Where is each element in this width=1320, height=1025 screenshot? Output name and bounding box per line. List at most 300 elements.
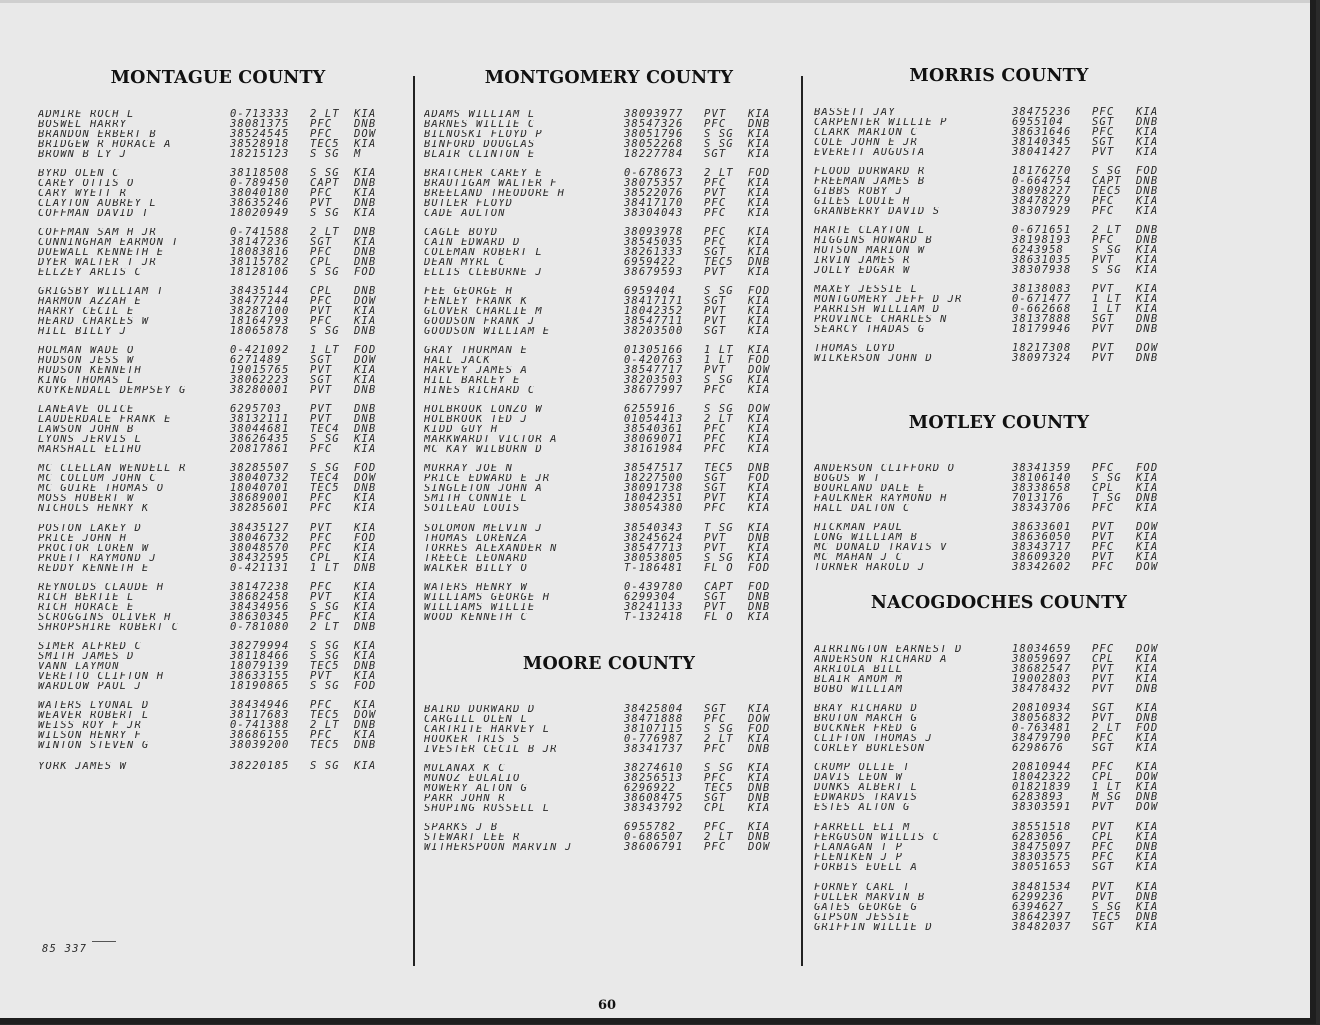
county-heading: MONTAGUE COUNTY <box>110 68 326 88</box>
casualty-status: KIA <box>1136 125 1159 138</box>
soldier-name: SINGLETON JOHN A <box>424 483 543 494</box>
soldier-name: SMITH CONNIE L <box>424 493 528 504</box>
roster-row <box>814 530 1184 543</box>
roster-row <box>424 287 794 297</box>
rank: SGT <box>704 294 727 307</box>
serial-number: 6959422 <box>624 255 676 268</box>
soldier-name: GIBBS ROBY J <box>814 186 904 197</box>
roster-row <box>814 108 1184 118</box>
casualty-status: DNB <box>748 531 771 544</box>
rank: PFC <box>310 581 333 593</box>
rank: PFC <box>1092 194 1115 207</box>
roster-row <box>424 531 794 544</box>
serial-number: 38303591 <box>1012 800 1072 813</box>
roster-row <box>814 883 1184 893</box>
rank: PVT <box>1092 342 1115 354</box>
rank: PVT <box>1092 550 1115 563</box>
roster-row <box>814 135 1184 148</box>
roster-row <box>814 830 1184 843</box>
roster-row <box>38 642 398 652</box>
casualty-status: KIA <box>1136 204 1159 217</box>
rank: FL O <box>704 610 734 623</box>
casualty-status: DNB <box>354 738 377 751</box>
roster-row <box>424 363 794 376</box>
roster-row <box>424 196 794 209</box>
county-heading: NACOGDOCHES COUNTY <box>870 593 1128 613</box>
casualty-status: FOD <box>354 344 377 356</box>
rank: PFC <box>1092 125 1115 138</box>
serial-number: T-132418 <box>624 610 684 623</box>
serial-number: 38241133 <box>624 600 684 613</box>
rank: PVT <box>1092 145 1115 158</box>
roster-row <box>814 204 1184 217</box>
roster-group <box>38 524 398 573</box>
rank: PFC <box>310 127 333 140</box>
rank: SGT <box>310 353 333 366</box>
roster-row <box>814 471 1184 484</box>
roster-group <box>424 169 794 218</box>
serial-number: 38425804 <box>624 703 684 715</box>
serial-number: 38482037 <box>1012 920 1072 933</box>
casualty-status: DNB <box>354 718 377 731</box>
roster-group <box>38 228 398 277</box>
serial-number: 6271489 <box>230 353 282 366</box>
serial-number: 38256513 <box>624 771 684 784</box>
roster-row <box>38 304 398 317</box>
roster-row <box>814 292 1184 305</box>
soldier-name: GIPSON JESSIE <box>814 912 911 923</box>
rank: 2 LT <box>310 108 340 120</box>
roster-row <box>814 741 1184 754</box>
rank: PFC <box>1092 462 1115 474</box>
roster-group <box>38 287 398 336</box>
serial-number: 0-713333 <box>230 108 290 120</box>
roster-row <box>814 351 1184 364</box>
soldier-name: GRANBERRY DAVID S <box>814 206 941 217</box>
soldier-name: REYNOLDS CLAUDE H <box>38 583 165 593</box>
soldier-name: HOLMAN WADE O <box>38 346 135 356</box>
rank: PVT <box>1092 322 1115 335</box>
roster-group <box>814 763 1184 812</box>
roster-row <box>814 780 1184 793</box>
serial-number: 38689001 <box>230 491 290 504</box>
serial-number: 18176270 <box>1012 165 1072 177</box>
rank: S SG <box>310 432 340 445</box>
rank: PVT <box>704 363 727 376</box>
soldier-name: BOSWEL HARRY <box>38 119 128 130</box>
roster-row <box>424 169 794 179</box>
rank: PVT <box>1092 881 1115 893</box>
soldier-name: RICH HORACE E <box>38 602 135 613</box>
soldier-name: LAUDERDALE FRANK E <box>38 414 172 425</box>
soldier-name: TREECE LEONARD <box>424 553 528 564</box>
rank: PFC <box>310 610 333 623</box>
casualty-status: KIA <box>1136 540 1159 553</box>
soldier-name: HILL BARLEY E <box>424 375 521 386</box>
soldier-name: IVESTER CECIL B JR <box>424 744 558 755</box>
serial-number: 38471888 <box>624 712 684 725</box>
serial-number: 38059697 <box>1012 652 1072 665</box>
rank: TEC5 <box>1092 910 1122 923</box>
soldier-name: BAIRD DURWARD D <box>424 705 536 715</box>
serial-number: 18020949 <box>230 206 290 219</box>
serial-number: 38522076 <box>624 186 684 199</box>
casualty-status: KIA <box>748 186 771 199</box>
casualty-status: DOW <box>748 712 771 725</box>
rank: 2 LT <box>704 830 734 843</box>
casualty-status: KIA <box>1136 471 1159 484</box>
rank: PFC <box>704 226 727 238</box>
roster-row <box>38 600 398 613</box>
roster-row <box>424 722 794 735</box>
roster-row <box>424 610 794 623</box>
serial-number: 18083816 <box>230 245 290 258</box>
serial-number: 38479790 <box>1012 731 1072 744</box>
soldier-name: BRAY RICHARD D <box>814 704 918 714</box>
soldier-name: BRATCHER CAREY E <box>424 169 543 179</box>
soldier-name: COFFMAN SAM H JR <box>38 228 157 238</box>
serial-number: 38477244 <box>230 294 290 307</box>
soldier-name: NICHOLS HENRY K <box>38 503 150 514</box>
serial-number: 38280001 <box>230 383 290 396</box>
soldier-name: SOILEAU LOUIS <box>424 503 521 514</box>
roster-row <box>38 659 398 672</box>
casualty-status: KIA <box>354 669 377 682</box>
serial-number: 19015765 <box>230 363 290 376</box>
roster-row <box>814 652 1184 665</box>
roster-row <box>424 432 794 445</box>
casualty-status: KIA <box>748 226 771 238</box>
serial-number: 38677997 <box>624 383 684 396</box>
serial-number: 18217308 <box>1012 342 1072 354</box>
rank: PFC <box>1092 643 1115 655</box>
serial-number: 38478279 <box>1012 194 1072 207</box>
rank: S SG <box>310 760 340 772</box>
casualty-status: KIA <box>748 491 771 504</box>
casualty-status: DNB <box>354 383 377 396</box>
soldier-name: HARRY CECIL E <box>38 306 135 317</box>
rank: 2 LT <box>310 718 340 731</box>
county-heading: MORRIS COUNTY <box>909 66 1089 86</box>
casualty-status: KIA <box>354 167 377 179</box>
soldier-name: BUTLER FLOYD <box>424 198 514 209</box>
casualty-status: KIA <box>748 324 771 337</box>
roster-row <box>38 590 398 603</box>
roster-row <box>38 206 398 219</box>
serial-number: 38682547 <box>1012 662 1072 675</box>
serial-number: 6298676 <box>1012 741 1064 754</box>
soldier-name: ESTES ALTON G <box>814 802 911 813</box>
rank: PFC <box>704 771 727 784</box>
roster-row <box>38 442 398 455</box>
roster-group <box>814 523 1184 572</box>
soldier-name: GRAY THURMAN E <box>424 346 528 356</box>
soldier-name: CLARK MARION C <box>814 127 918 138</box>
roster-row <box>814 344 1184 354</box>
soldier-name: FLENIKEN J P <box>814 852 904 863</box>
roster-row <box>38 137 398 150</box>
roster-row <box>38 287 398 297</box>
soldier-name: HOLBROOK TED J <box>424 414 528 425</box>
casualty-status: KIA <box>1136 135 1159 148</box>
serial-number: 0-789450 <box>230 176 290 189</box>
roster-row <box>814 662 1184 675</box>
casualty-status: KIA <box>1136 550 1159 563</box>
soldier-name: VANN LAYMON <box>38 661 120 672</box>
rank: S SG <box>310 147 340 160</box>
rank: PFC <box>310 314 333 327</box>
casualty-status: KIA <box>748 108 771 120</box>
roster-row <box>38 353 398 366</box>
rank: PVT <box>310 590 333 603</box>
rank: SGT <box>704 791 727 804</box>
serial-number: 20810934 <box>1012 702 1072 714</box>
roster-group <box>38 583 398 632</box>
soldier-name: AIRRINGTON EARNEST D <box>814 645 963 655</box>
serial-number: 0-686507 <box>624 830 684 843</box>
soldier-name: SIMER ALFRED C <box>38 642 142 652</box>
rank: PVT <box>1092 351 1115 364</box>
rank: PFC <box>1092 233 1115 246</box>
soldier-name: BINFORD DOUGLAS <box>424 139 536 150</box>
serial-number: 6959404 <box>624 285 676 297</box>
casualty-status: KIA <box>1136 652 1159 665</box>
roster-row <box>38 383 398 396</box>
rank: PFC <box>1092 731 1115 744</box>
serial-number: 38547326 <box>624 117 684 130</box>
serial-number: 0-741388 <box>230 718 290 731</box>
casualty-status: KIA <box>1136 501 1159 514</box>
rank: S SG <box>1092 243 1122 256</box>
roster-row <box>424 742 794 755</box>
rank: 2 LT <box>310 620 340 633</box>
rank: PVT <box>310 363 333 376</box>
soldier-name: COLE JOHN E JR <box>814 137 918 148</box>
roster-row <box>38 117 398 130</box>
serial-number: 38279994 <box>230 640 290 652</box>
casualty-status: KIA <box>354 108 377 120</box>
casualty-status: KIA <box>1136 263 1159 276</box>
roster-row <box>424 245 794 258</box>
roster-row <box>38 718 398 731</box>
casualty-status: KIA <box>1136 243 1159 256</box>
roster-row <box>38 708 398 721</box>
roster-row <box>38 186 398 199</box>
rank: TEC4 <box>310 471 340 484</box>
rank: PFC <box>1092 540 1115 553</box>
rank: S SG <box>1092 165 1122 177</box>
rank: PVT <box>1092 530 1115 543</box>
casualty-status: DOW <box>354 708 377 721</box>
rank: PFC <box>704 840 727 853</box>
serial-number: 38547711 <box>624 314 684 327</box>
roster-row <box>814 704 1184 714</box>
rank: S SG <box>1092 900 1122 913</box>
soldier-name: DUNKS ALBERT L <box>814 782 918 793</box>
soldier-name: SEARCY THADAS G <box>814 324 926 335</box>
casualty-status: KIA <box>1136 302 1159 315</box>
soldier-name: FARRELL ELI M <box>814 823 911 833</box>
serial-number: 38342602 <box>1012 560 1072 573</box>
roster-row <box>814 890 1184 903</box>
soldier-name: HALL DALTON C <box>814 503 911 514</box>
casualty-status: FOD <box>748 561 771 574</box>
serial-number: 0-671651 <box>1012 224 1072 236</box>
soldier-name: CARGILL OLEN L <box>424 714 528 725</box>
soldier-name: CLAYTON AUBREY L <box>38 198 157 209</box>
rank: SGT <box>704 481 727 494</box>
rank: PFC <box>704 383 727 396</box>
roster-row <box>38 649 398 662</box>
serial-number: 18042322 <box>1012 770 1072 783</box>
serial-number: 18227784 <box>624 147 684 160</box>
rank: TEC5 <box>310 738 340 751</box>
serial-number: 38053805 <box>624 551 684 564</box>
serial-number: 38434946 <box>230 699 290 711</box>
soldier-name: CARTRITE HARVEY L <box>424 724 551 735</box>
soldier-name: FORBIS EUELL A <box>814 862 918 873</box>
roster-row <box>424 442 794 455</box>
casualty-status: KIA <box>748 373 771 386</box>
casualty-status: KIA <box>748 314 771 327</box>
serial-number: 38478432 <box>1012 682 1072 695</box>
roster-row <box>814 481 1184 494</box>
casualty-status: DOW <box>1136 560 1159 573</box>
roster-row <box>424 561 794 574</box>
rank: PFC <box>704 712 727 725</box>
roster-row <box>38 481 398 494</box>
rank: PFC <box>704 422 727 435</box>
rank: 2 LT <box>704 412 734 425</box>
casualty-status: KIA <box>748 422 771 435</box>
roster-row <box>424 373 794 386</box>
roster-group <box>424 228 794 277</box>
casualty-status: DNB <box>1136 711 1159 724</box>
rank: SGT <box>704 471 727 484</box>
serial-number: 7013176 <box>1012 491 1064 504</box>
rank: PFC <box>704 821 727 833</box>
rank: TEC5 <box>310 137 340 150</box>
rank: SGT <box>704 590 727 603</box>
roster-row <box>424 551 794 564</box>
soldier-name: MULANAX K C <box>424 764 506 774</box>
roster-group <box>38 405 398 454</box>
roster-row <box>424 705 794 715</box>
casualty-status: DNB <box>748 742 771 755</box>
roster-row <box>38 405 398 415</box>
roster-row <box>424 294 794 307</box>
rank: S SG <box>704 551 734 564</box>
casualty-status: DNB <box>1136 351 1159 364</box>
casualty-status: KIA <box>748 610 771 623</box>
roster-row <box>424 117 794 130</box>
soldier-name: MC DONALD TRAVIS V <box>814 542 948 553</box>
casualty-status: FOD <box>748 581 771 593</box>
roster-row <box>814 823 1184 833</box>
serial-number: 38682458 <box>230 590 290 603</box>
roster-row <box>424 712 794 725</box>
serial-number: 38528918 <box>230 137 290 150</box>
roster-row <box>38 265 398 278</box>
casualty-status: DNB <box>354 659 377 672</box>
soldier-name: MARKWARDT VICTOR A <box>424 434 558 445</box>
casualty-status: DOW <box>748 403 771 415</box>
rank: S SG <box>704 127 734 140</box>
serial-number: 38285507 <box>230 462 290 474</box>
rank: 1 LT <box>1092 780 1122 793</box>
rank: S SG <box>704 137 734 150</box>
soldier-name: GOODSON FRANK J <box>424 316 536 327</box>
roster-group <box>814 823 1184 872</box>
casualty-status: KIA <box>748 127 771 140</box>
column-montgomery-moore <box>424 0 794 1000</box>
rank: SGT <box>704 245 727 258</box>
serial-number: 38118508 <box>230 167 290 179</box>
roster-row <box>424 228 794 238</box>
rank: PFC <box>1092 840 1115 853</box>
casualty-status: KIA <box>748 137 771 150</box>
casualty-status: DNB <box>354 403 377 415</box>
soldier-name: BOBO WILLIAM <box>814 684 904 695</box>
casualty-status: KIA <box>1136 194 1159 207</box>
rank: PFC <box>310 728 333 741</box>
serial-number: 38547713 <box>624 541 684 554</box>
county-heading: MOORE COUNTY <box>522 654 696 674</box>
serial-number: 38304043 <box>624 206 684 219</box>
soldier-name: BRIDGEW R HORACE A <box>38 139 172 150</box>
roster-row <box>424 412 794 425</box>
serial-number: 38051653 <box>1012 860 1072 873</box>
soldier-name: ANDERSON RICHARD A <box>814 654 948 665</box>
serial-number: 19002803 <box>1012 672 1072 685</box>
rank: TEC5 <box>310 708 340 721</box>
roster-row <box>38 669 398 682</box>
casualty-status: KIA <box>354 590 377 603</box>
roster-row <box>424 481 794 494</box>
rank: PVT <box>1092 672 1115 685</box>
serial-number: 38341359 <box>1012 462 1072 474</box>
serial-number: 18128106 <box>230 265 290 278</box>
rank: PVT <box>704 541 727 554</box>
casualty-status: DOW <box>354 471 377 484</box>
casualty-status: KIA <box>354 522 377 534</box>
rank: PVT <box>704 491 727 504</box>
casualty-status: KIA <box>1136 253 1159 266</box>
roster-row <box>814 711 1184 724</box>
roster-row <box>424 110 794 120</box>
casualty-status: DNB <box>748 590 771 603</box>
casualty-status: DNB <box>1136 224 1159 236</box>
soldier-name: EDWARDS TRAVIS <box>814 792 918 803</box>
serial-number: 38040180 <box>230 186 290 199</box>
roster-row <box>38 363 398 376</box>
rank: TEC5 <box>1092 184 1122 197</box>
serial-number: 0-421131 <box>230 561 290 574</box>
casualty-status: KIA <box>354 206 377 219</box>
rank: T SG <box>1092 491 1122 504</box>
serial-number: 0-420763 <box>624 353 684 366</box>
roster-row <box>38 228 398 238</box>
casualty-status: DNB <box>748 830 771 843</box>
roster-row <box>814 253 1184 266</box>
rank: SGT <box>1092 702 1115 714</box>
roster-row <box>424 801 794 814</box>
serial-number: 0-781080 <box>230 620 290 633</box>
soldier-name: CARPENTER WILLIE P <box>814 117 948 128</box>
soldier-name: WINTON STEVEN G <box>38 740 150 751</box>
rank: PFC <box>310 491 333 504</box>
soldier-name: SCROGGINS OLIVER H <box>38 612 172 623</box>
